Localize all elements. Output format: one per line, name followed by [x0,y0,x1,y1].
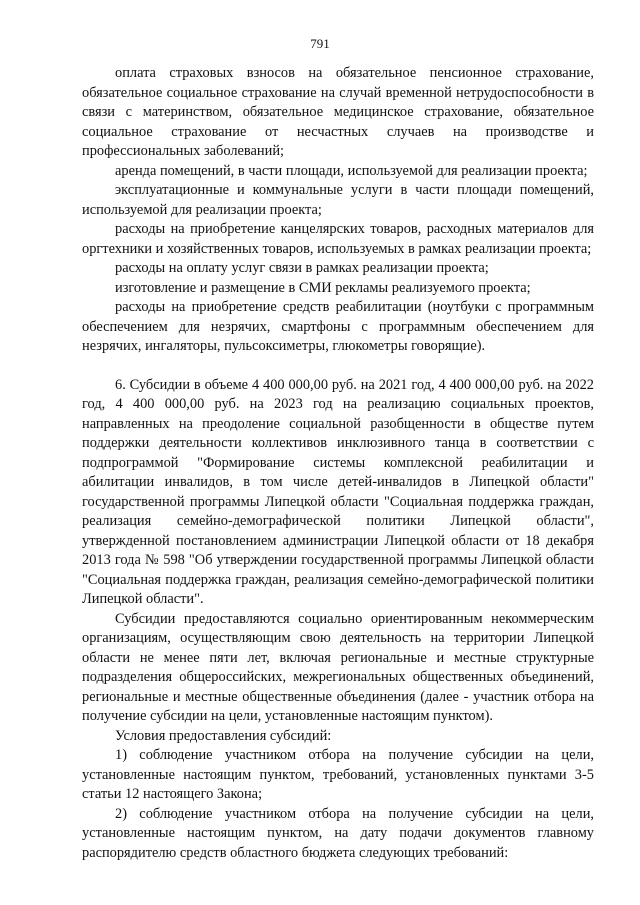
paragraph-communication-services: расходы на оплату услуг связи в рамках реализации проекта; [115,260,489,276]
document-body [82,64,594,863]
paragraph-condition-2: 2) соблюдение участником отбора на получение субсидии на цели, установленные настоящим пунктом, на дату подачи документов главному распорядителю средств областного бюджета следующих требований: [82,805,594,861]
page-number: 791 [310,36,330,51]
paragraph-premises-rent: аренда помещений, в части площади, используемой для реализации проекта; [115,162,588,179]
paragraph-rehabilitation-means: расходы на приобретение средств реабилитации (ноутбуки с программным обеспечением для незрячих, смартфоны с программным обеспечением для незрячих, ингаляторы, пульсоксиметры, глюкометры говорящие). [82,299,594,354]
paragraph-insurance-contributions: оплата страховых взносов на обязательное пенсионное страхование, обязательное социальное страхование на случай временной нетрудоспособности в связи с материнством, обязательное медицинское страхование, обязательное социальное страхование от несчастных случаев на производстве и профессиональных заболеваний; [82,65,594,159]
paragraph-utility-services: эксплуатационные и коммунальные услуги в части площади помещений, используемой для реализации проекта; [82,182,594,218]
paragraph-condition-1: 1) соблюдение участником отбора на получение субсидии на цели, установленные настоящим пунктом, требований, установленных пунктами 3-5 статьи 12 настоящего Закона; [82,747,594,802]
paragraph-media-advertising: изготовление и размещение в СМИ рекламы реализуемого проекта; [115,279,531,296]
paragraph-office-supplies: расходы на приобретение канцелярских товаров, расходных материалов для оргтехники и хозяйственных товаров, используемых в рамках реализации проекта; [82,221,594,257]
paragraph-section-6-subsidies: 6. Субсидии в объеме 4 400 000,00 руб. на 2021 год, 4 400 000,00 руб. на 2022 год, 4 400 000,00 руб. на 2023 год на реализацию социальных проектов, направленных на преодоление социальной разобщенности в обществе путем поддержки деятельности коллективов инклюзивного танца в соответствии с подпрограммой "Формирование системы комплексной реабилитации и абилитации инвалидов, в том числе детей-инвалидов в Липецкой области" государственной программы Липецкой области "Социальная поддержка граждан, реализация семейно-демографической политики Липецкой области", утвержденной постановлением администрации Липецкой области от 18 декабря 2013 года № 598 "Об утверждении государственной программы Липецкой области "Социальная поддержка граждан, реализация семейно-демографической политики Липецкой области". [82,376,594,607]
paragraph-conditions-heading: Условия предоставления субсидий: [115,727,332,744]
paragraph-subsidy-recipients: Субсидии предоставляются социально ориентированным некоммерческим организациям, осуществляющим свою деятельность на территории Липецкой области не менее пяти лет, включая региональные и местные структурные подразделения общероссийских, межрегиональных общественных объединений, региональные и местные общественные объединения (далее - участник отбора на получение субсидии на цели, установленные настоящим пунктом). [82,610,594,724]
